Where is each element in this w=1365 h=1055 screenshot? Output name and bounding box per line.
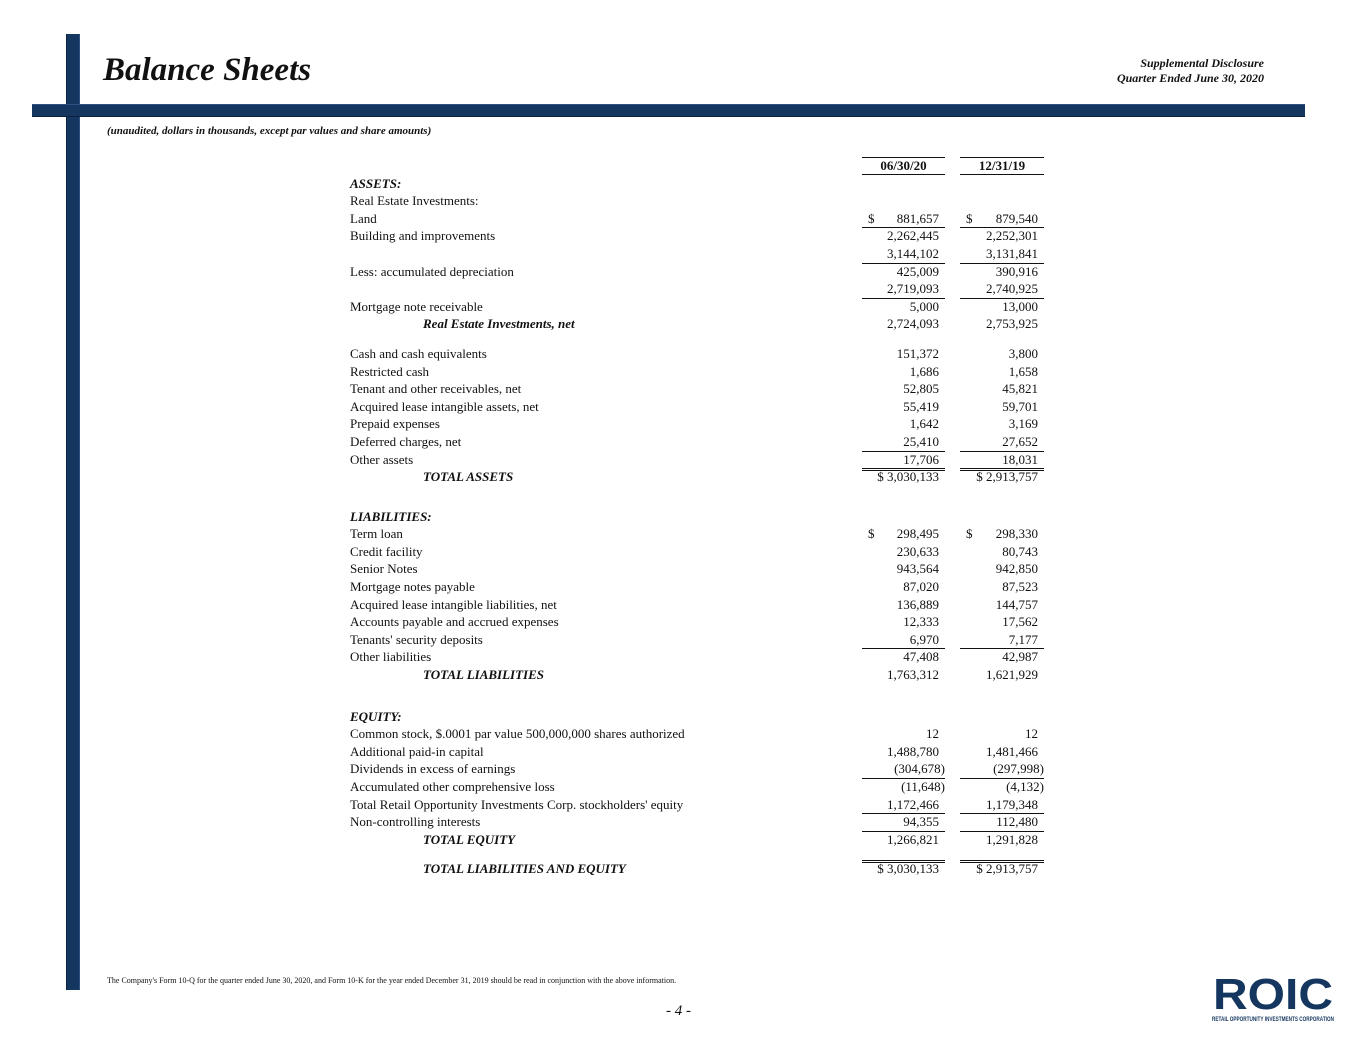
row-value-2020: 2,262,445 xyxy=(862,227,945,228)
supplemental-line-1: Supplemental Disclosure xyxy=(1140,56,1264,70)
row-label: Total Retail Opportunity Investments Corp. stockholders' equity xyxy=(350,796,684,812)
table-row: Land $ 881,657 $ 879,540 xyxy=(350,210,1038,226)
row-value-2020: (11,648) xyxy=(862,778,945,779)
page-title: Balance Sheets xyxy=(103,52,312,88)
table-row: Total Retail Opportunity Investments Corp. stockholders' equity 1,172,466 1,179,348 xyxy=(350,796,1038,812)
column-header-2019: 12/31/19 xyxy=(960,157,1044,175)
row-label: Credit facility xyxy=(350,543,423,559)
total-assets-row xyxy=(350,468,1050,486)
row-label: Restricted cash xyxy=(350,363,430,379)
row-label: Additional paid-in capital xyxy=(350,743,484,759)
row-label: Non-controlling interests xyxy=(350,814,481,830)
table-row: Tenant and other receivables, net 52,805 45,821 xyxy=(350,381,1038,397)
table-row xyxy=(350,778,1050,796)
subtotal-row: 2,719,093 2,740,925 xyxy=(887,281,1038,297)
table-row xyxy=(350,263,1050,281)
balance-sheet-table xyxy=(350,157,1050,878)
row-label: Other assets xyxy=(350,451,414,467)
row-label: TOTAL EQUITY xyxy=(423,831,516,847)
row-label: Mortgage note receivable xyxy=(350,298,483,314)
row-value-2019: 13,000 xyxy=(960,298,1044,299)
table-row xyxy=(350,227,1050,245)
total-liabilities-row: TOTAL LIABILITIES 1,763,312 1,621,929 xyxy=(423,667,1038,683)
header-divider-bar xyxy=(32,104,1305,117)
page-number: - 4 - xyxy=(666,1003,691,1019)
real-estate-heading: Real Estate Investments: xyxy=(350,193,479,209)
table-row: Credit facility 230,633 80,743 xyxy=(350,543,1038,559)
row-label: Tenants' security deposits xyxy=(350,631,483,647)
table-row: Dividends in excess of earnings (304,678) (297,998) xyxy=(350,761,1044,777)
row-value-2019: (4,132) xyxy=(960,778,1044,779)
roic-logo xyxy=(1211,972,1335,1024)
table-row xyxy=(350,648,1050,666)
subtotal-row: 3,144,102 3,131,841 xyxy=(887,245,1038,261)
subtotal-row: Real Estate Investments, net 2,724,093 2,753,925 xyxy=(423,316,1038,332)
assets-heading: ASSETS: xyxy=(350,175,402,191)
row-label: TOTAL LIABILITIES xyxy=(423,667,544,683)
total-liabilities-equity-row xyxy=(350,860,1050,878)
column-header-2020: 06/30/20 xyxy=(862,157,945,175)
row-label: Cash and cash equivalents xyxy=(350,345,487,361)
row-value-2019: 42,987 xyxy=(960,648,1044,649)
table-row: Additional paid-in capital 1,488,780 1,481,466 xyxy=(350,743,1038,759)
row-label: Accumulated other comprehensive loss xyxy=(350,779,555,794)
table-row xyxy=(350,298,1050,316)
equity-heading: EQUITY: xyxy=(350,708,402,724)
column-header-row xyxy=(350,157,1050,175)
row-label: Acquired lease intangible liabilities, net xyxy=(350,596,557,612)
left-accent-bar xyxy=(66,34,80,990)
row-label: Term loan xyxy=(350,526,403,542)
row-value-2020: 5,000 xyxy=(862,298,945,299)
footnote: The Company's Form 10-Q for the quarter ended June 30, 2020, and Form 10-K for the year ended December 31, 2019 should be read in conjunction with the above information. xyxy=(107,976,677,985)
row-value-2019: $ 2,913,757 xyxy=(960,468,1044,471)
row-label: Accounts payable and accrued expenses xyxy=(350,614,559,630)
row-label: Common stock, $.0001 par value 500,000,000 shares authorized xyxy=(350,726,685,742)
row-value-2020: 47,408 xyxy=(862,648,945,649)
row-label: Acquired lease intangible assets, net xyxy=(350,398,539,414)
row-label: TOTAL ASSETS xyxy=(423,469,514,485)
table-row: Senior Notes 943,564 942,850 xyxy=(350,561,1038,577)
row-label: Mortgage notes payable xyxy=(350,579,475,595)
row-value-2019: 1,291,828 xyxy=(960,831,1044,832)
table-row: Acquired lease intangible assets, net 55,419 59,701 xyxy=(350,398,1038,414)
supplemental-line-2: Quarter Ended June 30, 2020 xyxy=(1116,71,1264,85)
table-row: Cash and cash equivalents 151,372 3,800 xyxy=(350,345,1038,361)
row-value-2019: 112,480 xyxy=(960,813,1044,814)
row-value-2020: 17,706 xyxy=(862,451,945,452)
table-row: Prepaid expenses 1,642 3,169 xyxy=(350,416,1038,432)
row-value-2020: $ 3,030,133 xyxy=(862,468,945,471)
statement-subtitle: (unaudited, dollars in thousands, except par values and share amounts) xyxy=(107,125,432,137)
liabilities-heading: LIABILITIES: xyxy=(350,508,432,524)
row-label: Building and improvements xyxy=(350,228,496,244)
row-label: Prepaid expenses xyxy=(350,416,440,432)
row-value-2019: 2,252,301 xyxy=(960,227,1044,228)
table-row xyxy=(350,813,1050,831)
table-row: Tenants' security deposits 6,970 7,177 xyxy=(350,631,1038,647)
row-value-2020: 94,355 xyxy=(862,813,945,814)
row-value-2019: 390,916 xyxy=(960,263,1044,264)
row-value-2020: 425,009 xyxy=(862,263,945,264)
row-value-2020: $ 3,030,133 xyxy=(862,860,945,863)
row-label: Dividends in excess of earnings xyxy=(350,761,516,777)
logo-subtext: RETAIL OPPORTUNITY INVESTMENTS CORPORATION xyxy=(1212,1017,1334,1023)
row-label: Tenant and other receivables, net xyxy=(350,381,522,397)
row-value-2019: $ 2,913,757 xyxy=(960,860,1044,863)
row-label: Land xyxy=(350,210,377,226)
row-label: Senior Notes xyxy=(350,561,418,577)
table-row: Common stock, $.0001 par value 500,000,000 shares authorized 12 12 xyxy=(350,726,1038,742)
row-label: Less: accumulated depreciation xyxy=(350,263,514,279)
row-label: TOTAL LIABILITIES AND EQUITY xyxy=(423,861,626,877)
table-row: Accounts payable and accrued expenses 12,333 17,562 xyxy=(350,614,1038,630)
row-label: Real Estate Investments, net xyxy=(423,316,575,332)
total-equity-row xyxy=(350,831,1050,849)
row-value-2019: 18,031 xyxy=(960,451,1044,452)
table-row: Mortgage notes payable 87,020 87,523 xyxy=(350,579,1038,595)
table-row: Deferred charges, net 25,410 27,652 xyxy=(350,433,1038,449)
row-label: Deferred charges, net xyxy=(350,433,462,449)
logo-wordmark: ROIC xyxy=(1213,970,1333,1019)
row-value-2020: 1,266,821 xyxy=(862,831,945,832)
table-row: Acquired lease intangible liabilities, net 136,889 144,757 xyxy=(350,596,1038,612)
table-row xyxy=(350,451,1050,469)
table-row: Term loan $ 298,495 $ 298,330 xyxy=(350,526,1038,542)
supplemental-disclosure xyxy=(1117,56,1264,86)
table-row: Restricted cash 1,686 1,658 xyxy=(350,363,1038,379)
row-label: Other liabilities xyxy=(350,649,432,665)
